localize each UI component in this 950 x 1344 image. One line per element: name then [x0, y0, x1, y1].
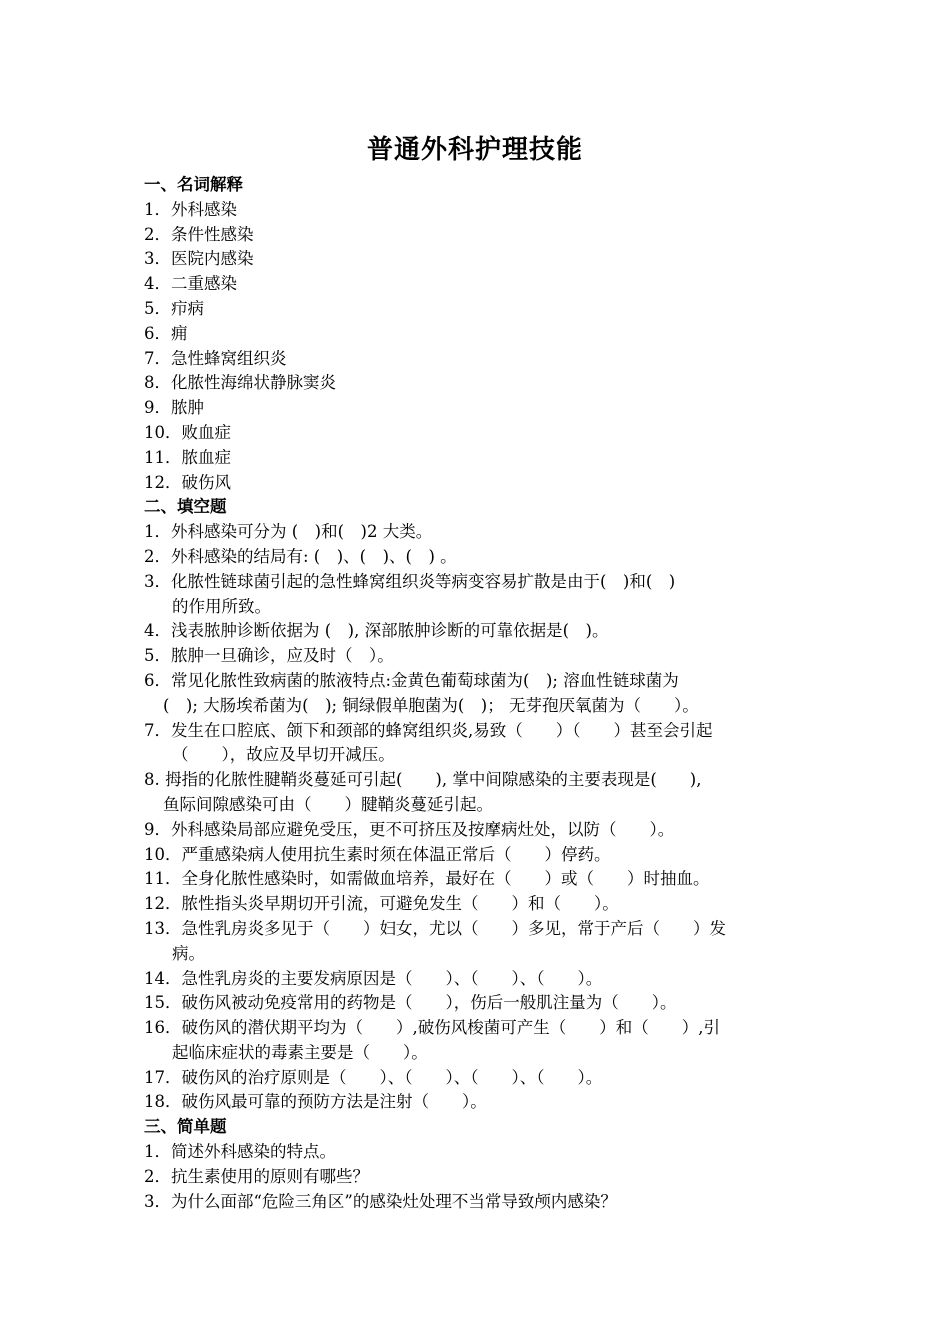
document-body: [144, 173, 812, 1214]
question-item: 3．化脓性链球菌引起的急性蜂窝组织炎等病变容易扩散是由于( )和( ): [144, 571, 676, 591]
question-item: 4．浅表脓肿诊断依据为 ( ), 深部脓肿诊断的可靠依据是( )。: [144, 621, 609, 641]
question-item: 5．脓肿一旦确诊，应及时（ ）。: [144, 646, 394, 666]
term-item: 3．医院内感染: [144, 249, 254, 269]
short-answer-item: 3．为什么面部“危险三角区”的感染灶处理不当常导致颅内感染？: [144, 1191, 617, 1211]
question-item: 2．外科感染的结局有: ( )、( )、( ) 。: [144, 546, 457, 566]
term-item: 6．痈: [144, 323, 188, 343]
question-item: 9．外科感染局部应避免受压，更不可挤压及按摩病灶处，以防（ ）。: [144, 819, 675, 839]
section-heading-short-answer: 三、简单题: [144, 1117, 227, 1137]
term-item: 1．外科感染: [144, 199, 237, 219]
section-heading-terms: 一、名词解释: [144, 175, 243, 194]
question-item: 17．破伤风的治疗原则是（ ）、（ ）、（ ）、（ ）。: [144, 1067, 603, 1087]
question-item: 13．急性乳房炎多见于（ ）妇女，尤以（ ）多见，常于产后（ ）发: [144, 918, 726, 938]
question-item: 7．发生在口腔底、颌下和颈部的蜂窝组织炎,易致（ ）（ ）甚至会引起: [144, 720, 713, 740]
short-answer-item: 2．抗生素使用的原则有哪些？: [144, 1166, 369, 1186]
question-item-continuation: 鱼际间隙感染可由（ ）腱鞘炎蔓延引起。: [163, 794, 493, 814]
term-item: 11．脓血症: [144, 447, 231, 467]
question-item-continuation: （ ），故应及早切开减压。: [172, 745, 395, 765]
term-item: 10．败血症: [144, 422, 231, 442]
term-item: 9．脓肿: [144, 398, 204, 418]
question-item-continuation: 的作用所致。: [172, 596, 271, 616]
question-item: 6．常见化脓性致病菌的脓液特点:金黄色葡萄球菌为( ); 溶血性链球菌为: [144, 670, 679, 690]
section-heading-fill-in: 二、填空题: [144, 497, 227, 517]
question-item: 15．破伤风被动免疫常用的药物是（ ），伤后一般肌注量为（ ）。: [144, 993, 677, 1013]
term-item: 12．破伤风: [144, 472, 231, 492]
term-item: 5．疖病: [144, 298, 204, 318]
question-item-continuation: ( ); 大肠埃希菌为( ); 铜绿假单胞菌为( )； 无芽孢厌氧菌为（ ）。: [163, 695, 699, 715]
question-item: 16．破伤风的潜伏期平均为（ ）,破伤风梭菌可产生（ ）和（ ）,引: [144, 1018, 720, 1038]
short-answer-item: 1．简述外科感染的特点。: [144, 1142, 336, 1162]
document-title: 普通外科护理技能: [366, 135, 583, 165]
term-item: 4．二重感染: [144, 274, 237, 294]
term-item: 7．急性蜂窝组织炎: [144, 348, 287, 368]
question-item: 11．全身化脓性感染时，如需做血培养，最好在（ ）或（ ）时抽血。: [144, 869, 710, 889]
question-item: 1．外科感染可分为 ( )和( )2 大类。: [144, 522, 433, 542]
question-item-continuation: 病。: [172, 943, 205, 963]
question-item: 18．破伤风最可靠的预防方法是注射（ ）。: [144, 1092, 487, 1112]
question-item-continuation: 起临床症状的毒素主要是（ ）。: [172, 1042, 428, 1062]
question-item: 14．急性乳房炎的主要发病原因是（ ）、（ ）、（ ）。: [144, 968, 603, 988]
term-item: 8．化脓性海绵状静脉窦炎: [144, 373, 336, 393]
question-item: 8. 拇指的化脓性腱鞘炎蔓延可引起( ), 掌中间隙感染的主要表现是( ),: [144, 770, 702, 790]
question-item: 10．严重感染病人使用抗生素时须在体温正常后（ ）停药。: [144, 844, 611, 864]
question-item: 12．脓性指头炎早期切开引流，可避免发生（ ）和（ ）。: [144, 894, 619, 914]
term-item: 2．条件性感染: [144, 224, 254, 244]
